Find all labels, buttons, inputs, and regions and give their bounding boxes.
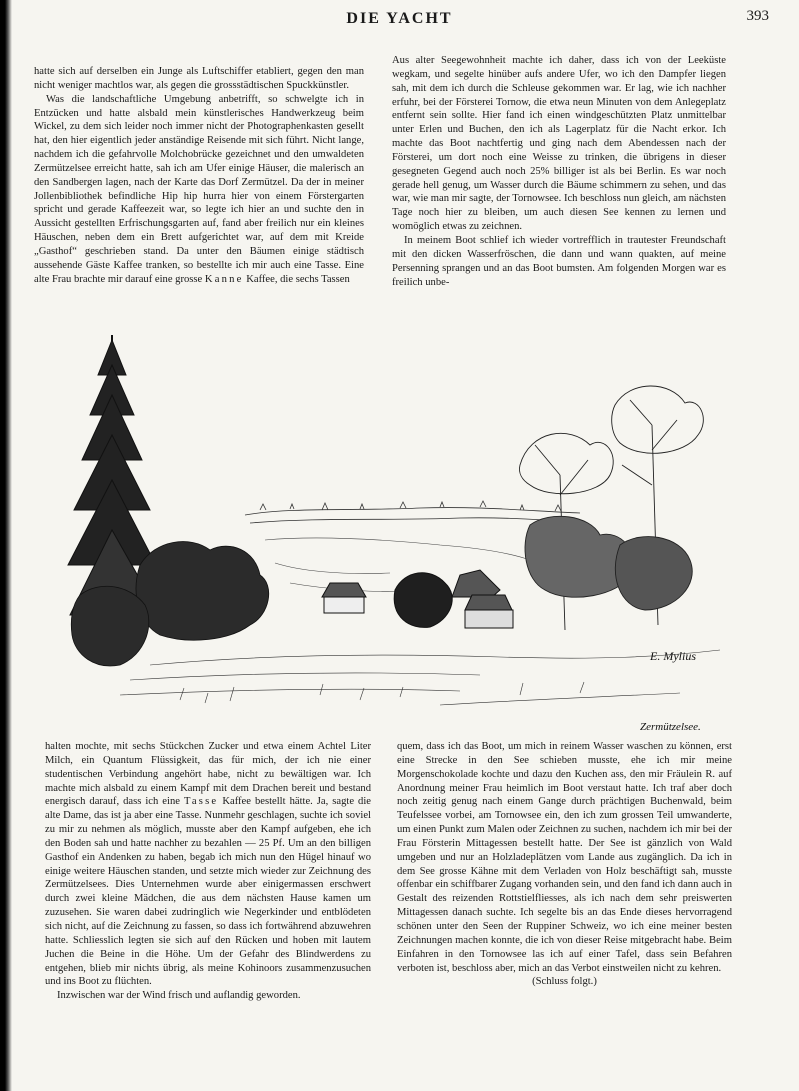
column-top-left — [34, 65, 364, 287]
artist-signature: E. Mylius — [650, 649, 696, 663]
text-run: quem, dass ich das Boot, um mich in reinem Wasser waschen zu können, erst eine Strecke in den See schieben musste, ehe ich mir meine Morgenschokolade kochte und dazu den Kuchen ass, den mir Fräulein R. auf Anordnung meiner Frau heimlich im Boot verstaut hatte. Ich traf aber doch noch zeitig genug nach einem Gange durch prächtigen Buchenwald, beim Teufelssee vorbei, am Tornowsee ein, den ich zum grossen Teil umwanderte, um einen Punkt zum Malen oder Zeichnen zu suchen, nachdem ich mir bei der Frau Försterin Mittagessen bestellt hatte. Der See ist gänzlich von Wald umgeben und nur an Holzladeplätzen vom Lande aus zugänglich. Da ich in dem See grosse Kähne mit dem Verladen von Holz beschäftigt sah, musste offenbar ein schiffbarer Zugang vorhanden sein, und den fand ich dann auch in Gestalt des reizenden Rottstielfliesses, als ich nach dem sehr preiswerten Mittagessen danach suchte. Ich segelte bis an das Ende dieses hervorragend schönen unter den Seen der Ruppiner Schweiz, wo ich eine meiner besten Zeichnungen machen konnte, die ich von dieser Reise mitgebracht habe. Beim Einfahren in den Tornowsee las ich auf einer Tafel, dass sein Befahren verboten ist, beschloss aber, mich an das Verbot einstweilen nicht zu kehren. — [397, 741, 732, 974]
text-run: halten mochte, mit sechs Stückchen Zucker und etwa einem Achtel Liter Milch, ein Quantum Flüssigkeit, das für mich, der ich nie einer studentischen Verbindung angehört habe, nicht zu bewältigen war. Ich machte mich alsbald zu einem Kampf mit dem Drachen bereit und bestand energisch darauf, dass ich eine — [45, 741, 371, 808]
distant-shoreline — [245, 501, 580, 523]
landscape-illustration — [60, 335, 750, 735]
running-header-title: DIE YACHT — [346, 10, 453, 27]
paragraph — [45, 740, 371, 989]
text-run: Kaffee bestellt hätte. Ja, sagte die alte Dame, das ist ja aber eine Tasse. Nunmehr geschlagen, suchte ich soviel zu mir zu nehmen als möglich, musste aber den Kampf aufgeben, ehe ich den Boden sah und hatte nachher zu bezahlen — 25 Pf. Um an den billigen Gasthof ein Andenken zu haben, begab ich mich nun den Hügel hinauf wo einige weitere Häuschen standen, und setzte mich wieder zur Zeichnung des Zermützelsees. Dies Unternehmen wurde aber einigermassen erschwert durch zwei kleine Mädchen, die aus dem nächsten Hause kamen um zuzusehen. Sie waren dabei zudringlich wie Negerkinder und entblödeten sich nicht, auf die Zeichnung zu fassen, so dass ich fortwährend abzuwehren hatte. Schliesslich legten sie sich auf den Rücken und hoben mit lautem Juchen die Beine in die Höhe. Um der Gefahr des Blindwerdens zu entgehen, blieb mir nichts übrig, als meine Kohinoors zusammenzusuchen und ins Boot zu flüchten. — [45, 796, 371, 988]
text-run: In meinem Boot schlief ich wieder vortrefflich in trautester Freundschaft mit den dicken Wasserfröschen, die dann und wann quakten, auf meine Persenning sprangen und an das Boot bumsten. Am folgenden Morgen war es freilich unbe- — [392, 234, 726, 288]
column-top-right — [392, 54, 726, 289]
text-run: hatte sich auf derselben ein Junge als Luftschiffer etabliert, gegen den man nicht weniger machtlos war, als gegen die grossstädtischen Spuckkünstler. — [34, 66, 364, 91]
text-run: Kaffee, die sechs Tassen — [243, 273, 350, 285]
column-bottom-right — [397, 740, 732, 989]
paragraph — [392, 54, 726, 234]
text-run: Aus alter Seegewohnheit machte ich daher, dass ich von der Leeküste wegkam, und segelte hinüber aufs andere Ufer, wo ich den Dampfer liegen sah, mit dem ich durch die Schleuse gekommen war. Er lag, wie ich nachher erfuhr, bei der Försterei Tornow, die etwa neun Minuten von dem Anlegeplatz entfernt sein sollte. Hier fand ich einen windgeschützten Platz unmittelbar unter Erlen und Buchen, den ich als Lagerplatz für die Nacht erkor. Ich machte das Boot nachtfertig und ging nach dem Abendessen nach der Försterei, um dort noch eine Weisse zu trinken, die übrigens in dieser gesegneten Gegend auch noch 25% billiger ist als bei Berlin. Es war noch gerade hell genug, um Wasser durch die Bäume schimmern zu sehen, und das war, wie man mir sagte, der Tornowsee. Ich beschloss nun gleich, am nächsten Tage noch hier zu bleiben, um auch diesen See kennen zu lernen und womöglich etwas zu zeichnen. — [392, 55, 726, 233]
spaced-emphasis: Kanne — [204, 273, 244, 285]
paragraph — [34, 93, 364, 287]
illustration-caption: Zermützelsee. — [640, 721, 701, 733]
deciduous-trees — [519, 386, 703, 630]
text-run: Inzwischen war der Wind frisch und auflandig geworden. — [57, 990, 301, 1002]
page-spine-shadow — [0, 0, 12, 1091]
paragraph — [397, 740, 732, 975]
paragraph — [34, 65, 364, 93]
paragraph — [45, 989, 371, 1003]
to-be-continued-note: (Schluss folgt.) — [532, 976, 597, 988]
paragraph — [392, 234, 726, 289]
central-bush — [394, 573, 452, 628]
column-bottom-left — [45, 740, 371, 1003]
page-number: 393 — [746, 8, 769, 24]
column-bottom-right-text — [397, 740, 732, 975]
text-run: Was die landschaftliche Umgebung anbetrifft, so schwelgte ich in Entzücken und hatte alsbald mein künstlerisches Handwerkzeug beim Wickel, zu dem sich leider noch immer nicht der Photographenkasten gesellt hat, den hier eigentlich jeder anständige Reisende mit sich führt. Nicht lange, nachdem ich die gefahrvolle Molchobrücke gezeichnet und den umwaldeten Zermützelsee erreicht hatte, sah ich am Ufer einige Häuser, die malerisch an den Sandbergen lagen, nach der Karte das Dorf Zermützel. Da der in meiner Jollenbibliothek befindliche Hip hip hurra hier von einem Förstergarten spricht und gerade Kaffeezeit war, so legte ich hier an und suchte den in Aussicht gestellten Erfrischungsgarten auf, fand aber freilich nur ein kleines Häuschen, neben dem ein Brett aufgerichtet war, auf dem mit Kreide „Gasthof“ geschrieben stand. Da unter den Bäumen einige städtisch aussehende Gäste Kaffee tranken, so bestellte ich mir auch eine Tasse. Eine alte Frau brachte mir darauf eine grosse — [34, 93, 364, 285]
spaced-emphasis: Tasse — [183, 796, 219, 808]
foreground-meadow — [120, 650, 720, 705]
